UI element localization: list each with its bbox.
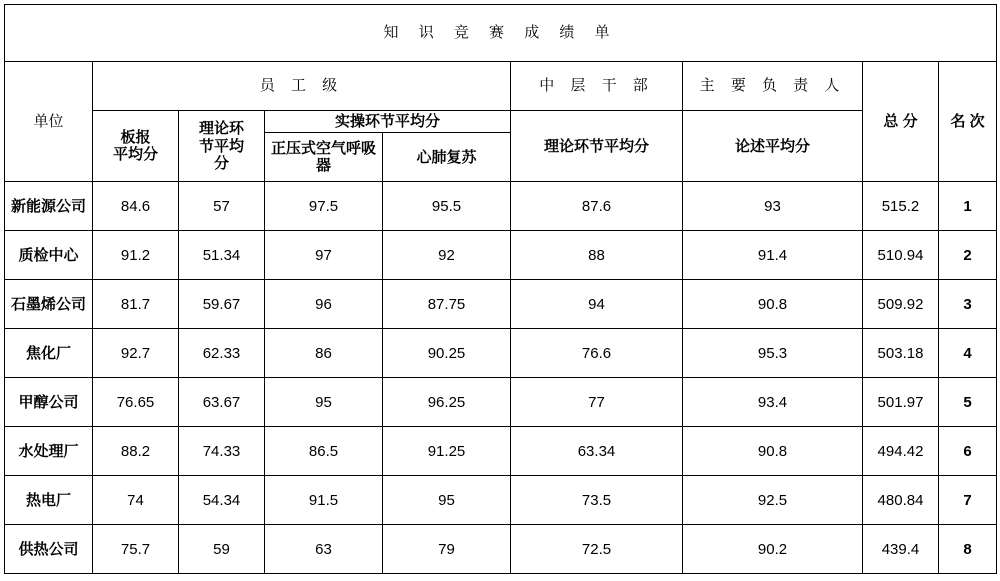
cell-board: 75.7	[93, 525, 179, 574]
header-practice-air: 正压式空气呼吸器	[265, 133, 383, 182]
table-row	[5, 182, 997, 231]
row-unit: 水处理厂	[5, 427, 93, 476]
cell-rank: 3	[939, 280, 997, 329]
header-row-sub	[5, 111, 997, 133]
cell-rank: 4	[939, 329, 997, 378]
header-practice-avg: 实操环节平均分	[265, 111, 511, 133]
cell-middle: 77	[511, 378, 683, 427]
cell-cpr: 90.25	[383, 329, 511, 378]
row-unit: 供热公司	[5, 525, 93, 574]
row-unit: 甲醇公司	[5, 378, 93, 427]
cell-cpr: 79	[383, 525, 511, 574]
cell-air: 95	[265, 378, 383, 427]
cell-rank: 1	[939, 182, 997, 231]
cell-rank: 8	[939, 525, 997, 574]
header-group-employee: 员 工 级	[93, 62, 511, 111]
cell-board: 81.7	[93, 280, 179, 329]
header-group-leader: 主 要 负 责 人	[683, 62, 863, 111]
row-unit: 焦化厂	[5, 329, 93, 378]
cell-total: 480.84	[863, 476, 939, 525]
cell-rank: 7	[939, 476, 997, 525]
cell-total: 501.97	[863, 378, 939, 427]
cell-middle: 76.6	[511, 329, 683, 378]
header-leader-discuss-avg: 论述平均分	[683, 111, 863, 182]
cell-theory: 57	[179, 182, 265, 231]
cell-rank: 5	[939, 378, 997, 427]
cell-leader: 93	[683, 182, 863, 231]
cell-middle: 94	[511, 280, 683, 329]
cell-cpr: 92	[383, 231, 511, 280]
header-row-groups	[5, 62, 997, 111]
table-row	[5, 231, 997, 280]
cell-cpr: 95	[383, 476, 511, 525]
cell-middle: 88	[511, 231, 683, 280]
table-row	[5, 280, 997, 329]
table-title-row	[5, 5, 997, 62]
header-practice-cpr: 心肺复苏	[383, 133, 511, 182]
cell-theory: 63.67	[179, 378, 265, 427]
cell-air: 96	[265, 280, 383, 329]
cell-total: 509.92	[863, 280, 939, 329]
cell-cpr: 87.75	[383, 280, 511, 329]
header-group-middle: 中 层 干 部	[511, 62, 683, 111]
cell-leader: 92.5	[683, 476, 863, 525]
cell-board: 84.6	[93, 182, 179, 231]
cell-total: 494.42	[863, 427, 939, 476]
table-row	[5, 525, 997, 574]
cell-theory: 62.33	[179, 329, 265, 378]
cell-cpr: 91.25	[383, 427, 511, 476]
cell-leader: 95.3	[683, 329, 863, 378]
cell-theory: 51.34	[179, 231, 265, 280]
cell-theory: 54.34	[179, 476, 265, 525]
cell-leader: 93.4	[683, 378, 863, 427]
cell-middle: 73.5	[511, 476, 683, 525]
cell-cpr: 95.5	[383, 182, 511, 231]
cell-middle: 63.34	[511, 427, 683, 476]
cell-board: 88.2	[93, 427, 179, 476]
cell-theory: 59	[179, 525, 265, 574]
cell-rank: 2	[939, 231, 997, 280]
row-unit: 热电厂	[5, 476, 93, 525]
header-middle-theory-avg: 理论环节平均分	[511, 111, 683, 182]
cell-board: 92.7	[93, 329, 179, 378]
header-board-avg: 板报 平均分	[93, 111, 179, 182]
header-rank: 名 次	[939, 62, 997, 182]
cell-theory: 59.67	[179, 280, 265, 329]
table-row	[5, 476, 997, 525]
cell-air: 86	[265, 329, 383, 378]
cell-air: 91.5	[265, 476, 383, 525]
cell-air: 97	[265, 231, 383, 280]
cell-middle: 72.5	[511, 525, 683, 574]
row-unit: 石墨烯公司	[5, 280, 93, 329]
header-total: 总 分	[863, 62, 939, 182]
cell-leader: 90.8	[683, 280, 863, 329]
cell-air: 63	[265, 525, 383, 574]
cell-theory: 74.33	[179, 427, 265, 476]
cell-leader: 90.8	[683, 427, 863, 476]
cell-leader: 90.2	[683, 525, 863, 574]
table-row	[5, 378, 997, 427]
score-table	[4, 4, 997, 574]
table-row	[5, 427, 997, 476]
cell-total: 515.2	[863, 182, 939, 231]
cell-board: 76.65	[93, 378, 179, 427]
cell-total: 439.4	[863, 525, 939, 574]
header-unit: 单位	[5, 62, 93, 182]
cell-air: 97.5	[265, 182, 383, 231]
cell-middle: 87.6	[511, 182, 683, 231]
cell-air: 86.5	[265, 427, 383, 476]
cell-board: 74	[93, 476, 179, 525]
cell-total: 503.18	[863, 329, 939, 378]
cell-cpr: 96.25	[383, 378, 511, 427]
cell-total: 510.94	[863, 231, 939, 280]
row-unit: 质检中心	[5, 231, 93, 280]
page-title: 知 识 竞 赛 成 绩 单	[5, 5, 997, 62]
header-theory-avg: 理论环 节平均 分	[179, 111, 265, 182]
cell-leader: 91.4	[683, 231, 863, 280]
cell-board: 91.2	[93, 231, 179, 280]
cell-rank: 6	[939, 427, 997, 476]
table-row	[5, 329, 997, 378]
row-unit: 新能源公司	[5, 182, 93, 231]
